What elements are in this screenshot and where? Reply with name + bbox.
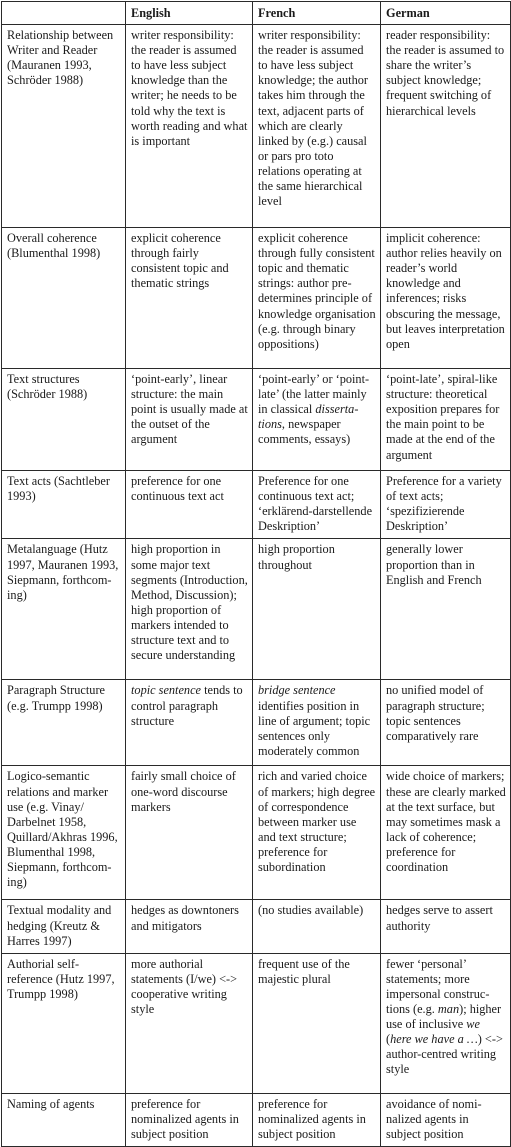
french-cell: bridge sentence identifies position in line of argument; topic sentences only moderately common xyxy=(253,680,381,766)
french-cell: Preference for one continuous text act; ‘erklärend-darstellende Deskription’ xyxy=(253,471,381,539)
english-cell: ‘point-early’, linear structure: the main point is usually made at the outset of the argument xyxy=(126,369,253,471)
french-cell: frequent use of the majestic plural xyxy=(253,953,381,1093)
header-french: French xyxy=(253,2,381,25)
english-cell: preference for one continuous text act xyxy=(126,471,253,539)
table-row xyxy=(2,471,511,539)
german-cell: implicit coherence: author relies heavily on reader’s world knowledge and inferences; risks obscuring the message, but leaves interpretation open xyxy=(381,228,511,369)
table-row xyxy=(2,369,511,471)
english-cell: topic sentence tends to control paragraph structure xyxy=(126,680,253,766)
english-cell: writer responsibility: the reader is assumed to have less subject knowledge than the writer; he needs to be told why the text is worth reading and what is important xyxy=(126,25,253,228)
english-cell: preference for nominalized agents in subject position xyxy=(126,1093,253,1146)
german-cell: avoidance of nominalized agents in subject position xyxy=(381,1093,511,1146)
italic-text: bridge sentence xyxy=(258,683,336,698)
german-cell: fewer ‘personal’ statements; more impersonal constructions (e.g. man); higher use of inclusive we (here we have a …) <-> author-centred writing style xyxy=(381,953,511,1093)
aspect-cell: Text acts (Sachtleber 1993) xyxy=(2,471,126,539)
table-row xyxy=(2,680,511,766)
german-cell: ‘point-late’, spiral-like structure: theoretical exposition prepares for the main point to be made at the end of the argument xyxy=(381,369,511,471)
german-cell: reader responsibility: the reader is assumed to share the writer’s subject knowledge; frequent switching of hierarchical levels xyxy=(381,25,511,228)
table-row xyxy=(2,900,511,953)
header-german: German xyxy=(381,2,511,25)
english-cell: explicit coherence through fairly consistent topic and thematic strings xyxy=(126,228,253,369)
header-english: English xyxy=(126,2,253,25)
german-cell: Preference for a variety of text acts; ‘spezifizierende Deskription’ xyxy=(381,471,511,539)
aspect-cell: Textual modality and hedging (Kreutz & Harres 1997) xyxy=(2,900,126,953)
english-cell: hedges as downtoners and mitigators xyxy=(126,900,253,953)
italic-text: dissertations xyxy=(258,402,359,432)
english-cell: fairly small choice of one-word discourse markers xyxy=(126,766,253,900)
french-cell: explicit coherence through fully consistent topic and thematic strings: author pre-determines principle of knowledge organisation (e.g. through binary oppositions) xyxy=(253,228,381,369)
french-cell: high proportion throughout xyxy=(253,539,381,680)
italic-text: we xyxy=(466,1017,480,1032)
aspect-cell: Logico-semantic relations and marker use (e.g. Vinay/ Darbelnet 1958, Quillard/Akhras 1996, Blumenthal 1998, Siepmann, forthcoming) xyxy=(2,766,126,900)
german-cell: no unified model of paragraph structure; topic sentences comparatively rare xyxy=(381,680,511,766)
french-cell: preference for nominalized agents in subject position xyxy=(253,1093,381,1146)
german-cell: hedges serve to assert authority xyxy=(381,900,511,953)
french-cell: ‘point-early’ or ‘point-late’ (the latter mainly in classical dissertations, newspaper comments, essays) xyxy=(253,369,381,471)
italic-text: topic sentence xyxy=(131,683,201,698)
french-cell: writer responsibility: the reader is assumed to have less subject knowledge; the author takes him through the text, adjacent parts of which are clearly linked by (e.g.) causal or pars pro toto relations operating at the same hierarchical level xyxy=(253,25,381,228)
aspect-cell: Text structures (Schröder 1988) xyxy=(2,369,126,471)
comparison-table xyxy=(1,1,511,1147)
italic-text: here we have a … xyxy=(390,1032,478,1047)
german-cell: wide choice of markers; these are clearly marked at the text surface, but may sometimes mask a lack of coherence; preference for coordination xyxy=(381,766,511,900)
header-row xyxy=(2,2,511,25)
table-row xyxy=(2,228,511,369)
english-cell: high proportion in some major text segments (Introduction, Method, Discussion); high proportion of markers intended to structure text and to secure understanding xyxy=(126,539,253,680)
header-corner-cell xyxy=(2,2,126,25)
english-cell: more authorial statements (I/we) <-> cooperative writing style xyxy=(126,953,253,1093)
french-cell: (no studies available) xyxy=(253,900,381,953)
aspect-cell: Authorial self-reference (Hutz 1997, Trumpp 1998) xyxy=(2,953,126,1093)
table-row xyxy=(2,766,511,900)
aspect-cell: Relationship between Writer and Reader (Mauranen 1993, Schröder 1988) xyxy=(2,25,126,228)
french-cell: rich and varied choice of markers; high degree of correspondence between marker use and text structure; preference for subordination xyxy=(253,766,381,900)
table-row xyxy=(2,1093,511,1146)
table-row xyxy=(2,539,511,680)
aspect-cell: Metalanguage (Hutz 1997, Mauranen 1993, Siepmann, forthcoming) xyxy=(2,539,126,680)
german-cell: generally lower proportion than in English and French xyxy=(381,539,511,680)
aspect-cell: Paragraph Structure (e.g. Trumpp 1998) xyxy=(2,680,126,766)
aspect-cell: Overall coherence (Blumenthal 1998) xyxy=(2,228,126,369)
italic-text: man xyxy=(437,1002,460,1017)
aspect-cell: Naming of agents xyxy=(2,1093,126,1146)
table-row xyxy=(2,953,511,1093)
table-row xyxy=(2,25,511,228)
